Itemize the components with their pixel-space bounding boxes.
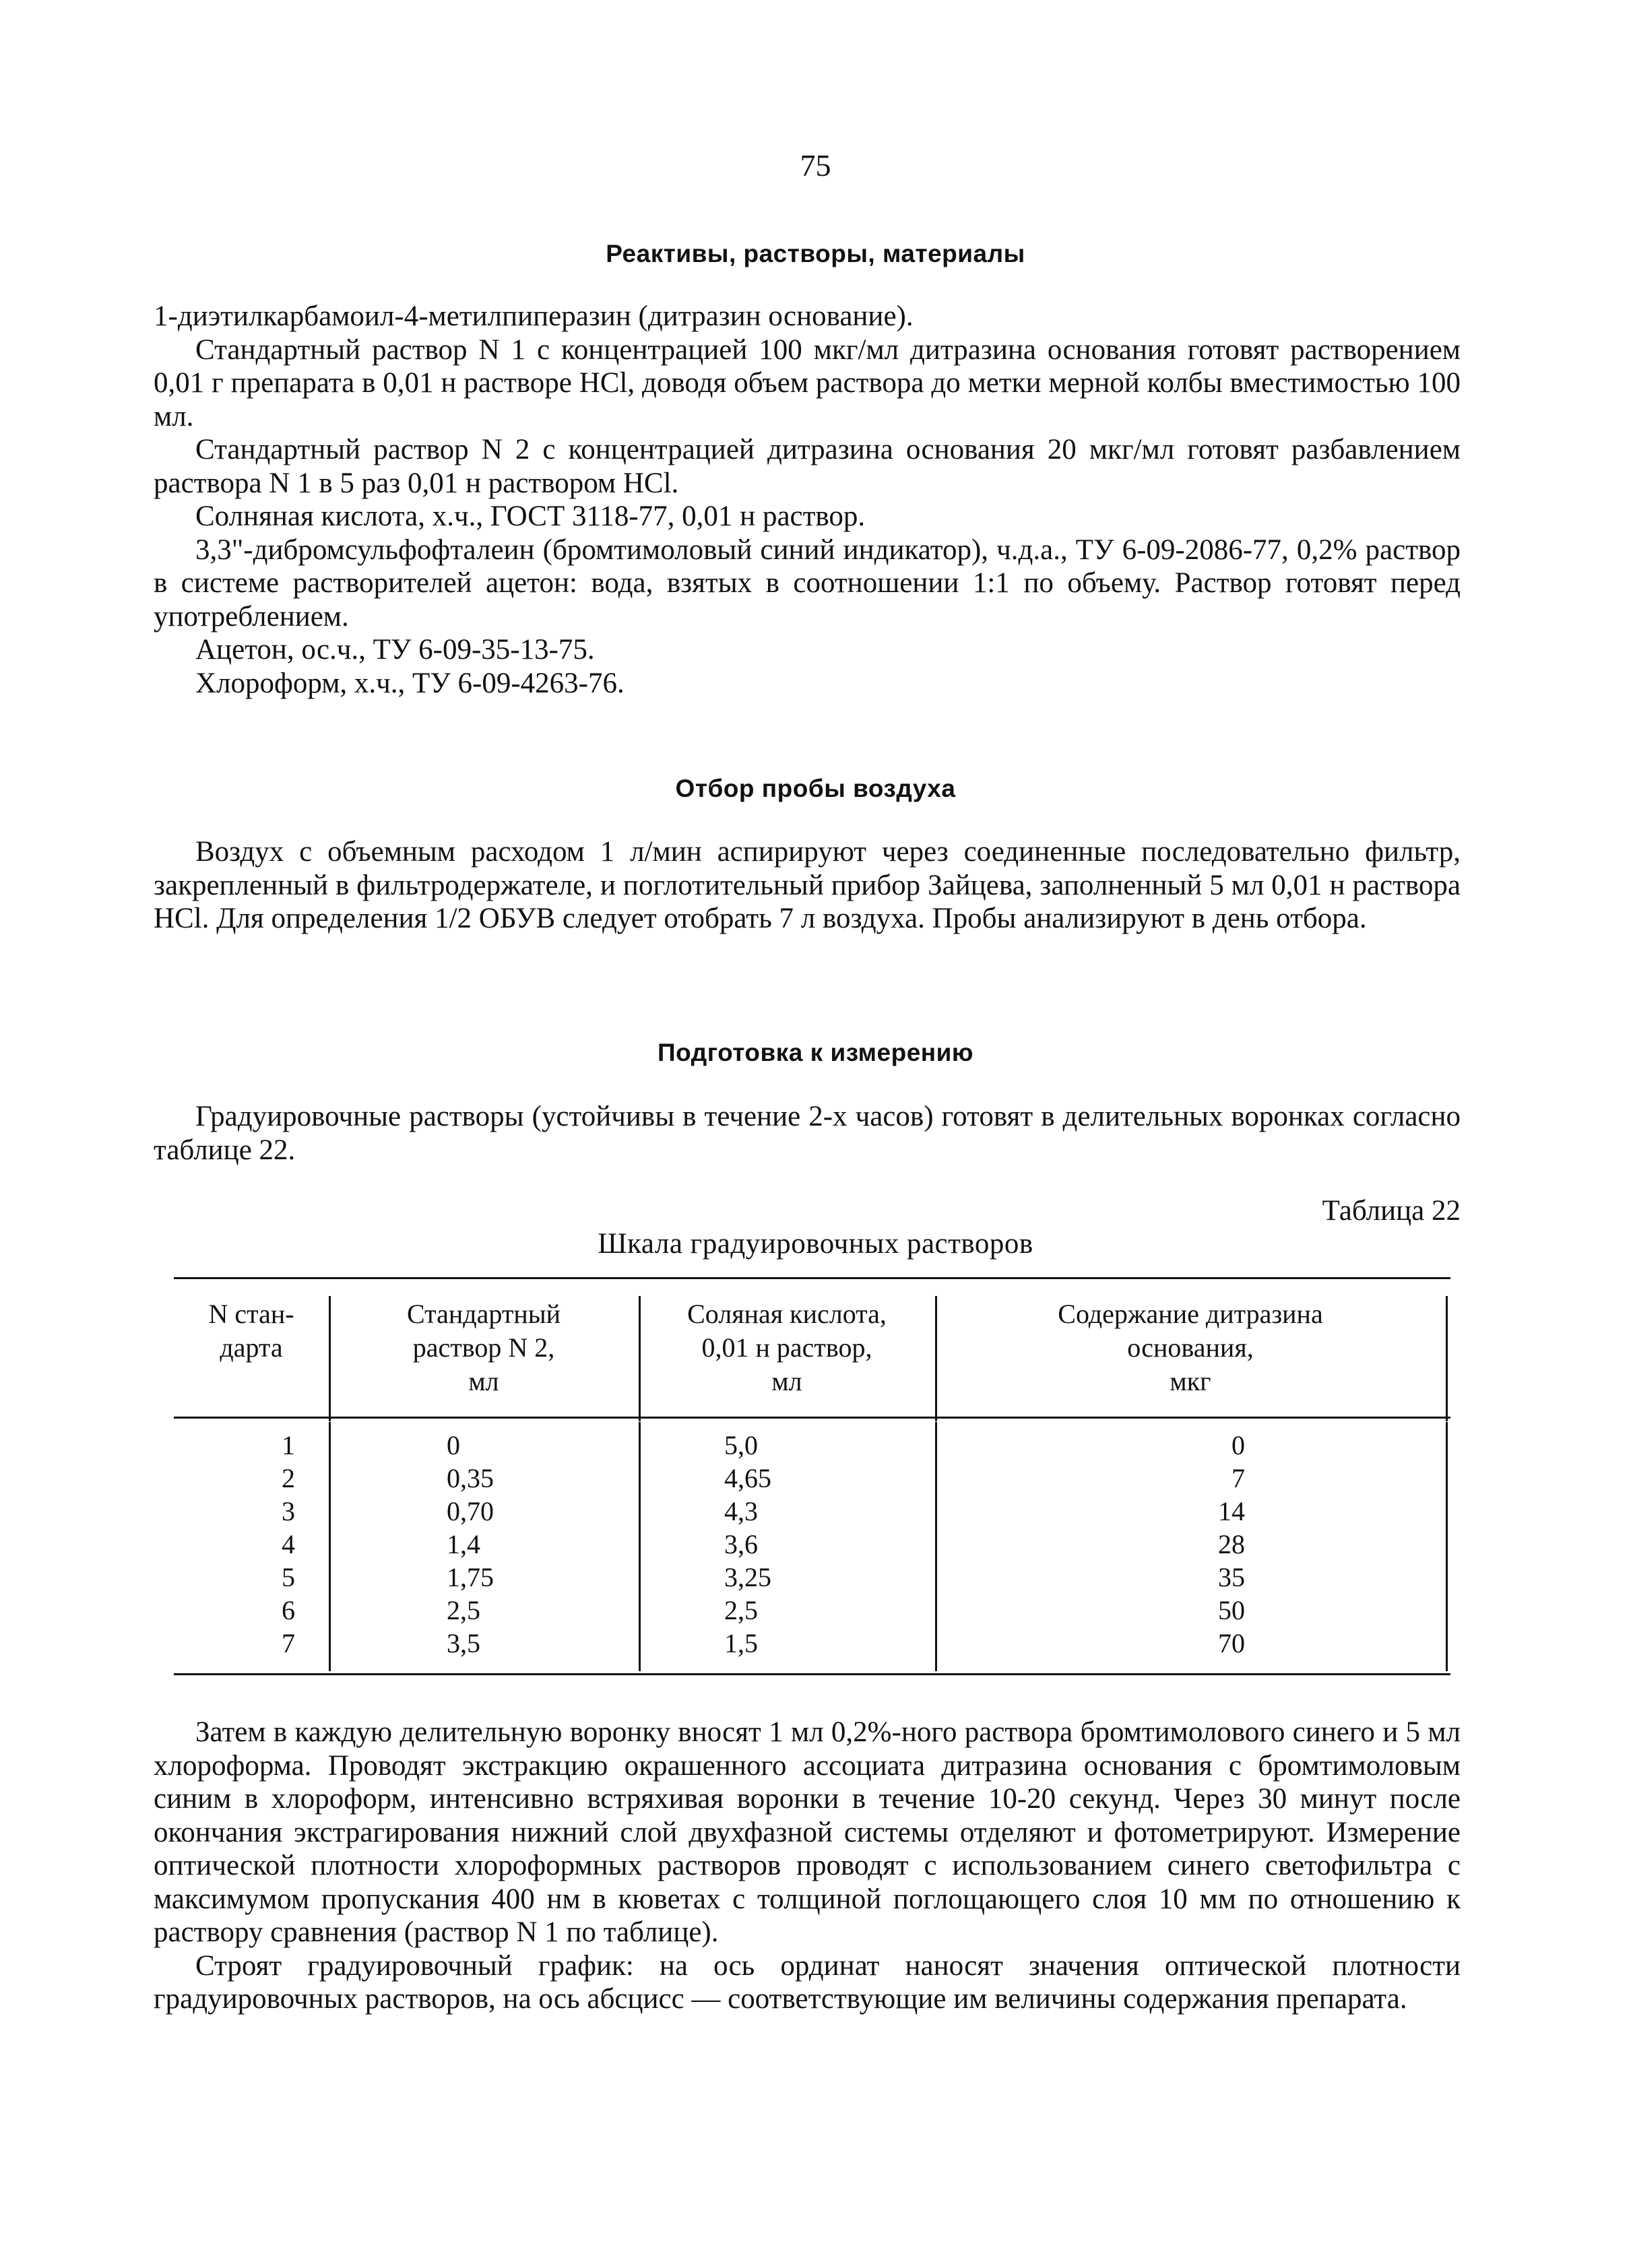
table-cell: 0,35 [447, 1463, 494, 1493]
table-cell: 5 [282, 1562, 295, 1592]
reagent-paragraph: 3,3"-дибромсульфофталеин (бромтимоловый синий индикатор), ч.д.а., ТУ 6-09-2086-77, 0,2% раствор в системе растворителей ацетон: вода, взятых в соотношении 1:1 по объему. Раствор готовят перед употреблением. [154, 533, 1461, 633]
table-cell: 2 [282, 1463, 295, 1493]
calibration-table [174, 1277, 1450, 1676]
section-heading-preparation: Подготовка к измерению [658, 1039, 973, 1066]
reagents-text [154, 300, 1461, 700]
table-column-standard-no [174, 1429, 295, 1660]
table-cell: 3 [282, 1496, 295, 1526]
table-column-standard-solution [447, 1429, 581, 1660]
procedure-text [154, 1716, 1461, 2016]
table-cell: 7 [1232, 1463, 1245, 1493]
section-heading-sampling: Отбор пробы воздуха [675, 775, 956, 802]
table-column-divider [935, 1422, 937, 1671]
table-cell: 6 [282, 1595, 295, 1625]
table-cell: 2,5 [724, 1595, 758, 1625]
table-column-divider [1446, 1422, 1448, 1671]
reagent-paragraph: 1-диэтилкарбамоил-4-метилпиперазин (дитразин основание). [154, 300, 914, 332]
table-cell: 4 [282, 1529, 295, 1559]
table-caption: Шкала градуировочных растворов [598, 1228, 1033, 1260]
table-cell: 5,0 [724, 1430, 758, 1460]
reagent-paragraph: Стандартный раствор N 2 с концентрацией дитразина основания 20 мкг/мл готовят разбавлением раствора N 1 в 5 раз 0,01 н раствором HCl. [154, 434, 1461, 499]
table-cell: 4,65 [724, 1463, 771, 1493]
table-cell: 3,25 [724, 1562, 771, 1592]
table-cell: 35 [1218, 1562, 1245, 1592]
preparation-text [154, 1100, 1461, 1167]
table-cell: 0 [447, 1430, 460, 1460]
table-cell: 7 [282, 1628, 295, 1658]
section-heading-reagents: Реактивы, растворы, материалы [606, 240, 1025, 267]
procedure-paragraph: Затем в каждую делительную воронку вносят 1 мл 0,2%-ного раствора бромтимолового синего и 5 мл хлороформа. Проводят экстракцию окрашенного ассоциата дитразина основания с бромтимоловым синим в хлороформ, интенсивно встряхивая воронки в течение 10-20 секунд. Через 30 минут после окончания экстрагирования нижний слой двухфазной системы отделяют и фотометрируют. Измерение оптической плотности хлороформных растворов проводят с использованием синего светофильтра с максимумом пропускания 400 нм в кюветах с толщиной поглощающего слоя 10 мм по отношению к раствору сравнения (раствор N 1 по таблице). [154, 1716, 1461, 1948]
table-cell: 28 [1218, 1529, 1245, 1559]
table-cell: 1,4 [447, 1529, 480, 1559]
table-cell: 3,6 [724, 1529, 758, 1559]
table-cell: 0,70 [447, 1496, 494, 1526]
table-column-content [1144, 1429, 1245, 1660]
table-cell: 14 [1218, 1496, 1245, 1526]
table-cell: 1,5 [724, 1628, 758, 1658]
reagent-paragraph: Солняная кислота, х.ч., ГОСТ 3118-77, 0,01 н раствор. [195, 500, 866, 532]
table-top-rule [174, 1277, 1450, 1279]
table-cell: 1 [282, 1430, 295, 1460]
table-header-hcl: Соляная кислота, 0,01 н раствор, мл [687, 1299, 887, 1396]
sampling-text [154, 835, 1461, 936]
table-label: Таблица 22 [1322, 1195, 1461, 1227]
reagent-paragraph: Хлороформ, х.ч., ТУ 6-09-4263-76. [195, 667, 625, 699]
table-cell: 4,3 [724, 1496, 758, 1526]
page-number: 75 [800, 148, 831, 183]
reagent-paragraph: Ацетон, ос.ч., ТУ 6-09-35-13-75. [195, 634, 595, 666]
table-cell: 2,5 [447, 1595, 480, 1625]
table-cell: 3,5 [447, 1628, 480, 1658]
preparation-paragraph: Градуировочные растворы (устойчивы в течение 2-х часов) готовят в делительных воронках согласно таблице 22. [154, 1101, 1461, 1166]
table-header-content: Содержание дитразина основания, мкг [1058, 1299, 1323, 1396]
table-cell: 50 [1218, 1595, 1245, 1625]
table-header-rule [174, 1417, 1450, 1419]
table-header-standard-solution: Стандартный раствор N 2, мл [406, 1299, 561, 1396]
table-bottom-rule [174, 1673, 1450, 1675]
table-column-divider [639, 1422, 641, 1671]
reagent-paragraph: Стандартный раствор N 1 с концентрацией 100 мкг/мл дитразина основания готовят растворением 0,01 г препарата в 0,01 н растворе HCl, доводя объем раствора до метки мерной колбы вместимостью 100 мл. [154, 333, 1461, 432]
table-column-hcl [724, 1429, 859, 1660]
table-cell: 0 [1232, 1430, 1245, 1460]
sampling-paragraph: Воздух с объемным расходом 1 л/мин аспирируют через соединенные последовательно фильтр, закрепленный в фильтродержателе, и поглотительный прибор Зайцева, заполненный 5 мл 0,01 н раствора HCl. Для определения 1/2 ОБУВ следует отобрать 7 л воздуха. Пробы анализируют в день отбора. [154, 836, 1461, 934]
procedure-paragraph: Строят градуировочный график: на ось ординат наносят значения оптической плотности градуировочных растворов, на ось абсцисс — соответствующие им величины содержания препарата. [154, 1949, 1461, 2015]
table-column-divider [1446, 1296, 1448, 1421]
table-cell: 1,75 [447, 1562, 494, 1592]
table-cell: 70 [1218, 1628, 1245, 1658]
table-header-standard-no: N стан- дарта [208, 1299, 294, 1363]
table-column-divider [329, 1422, 331, 1671]
